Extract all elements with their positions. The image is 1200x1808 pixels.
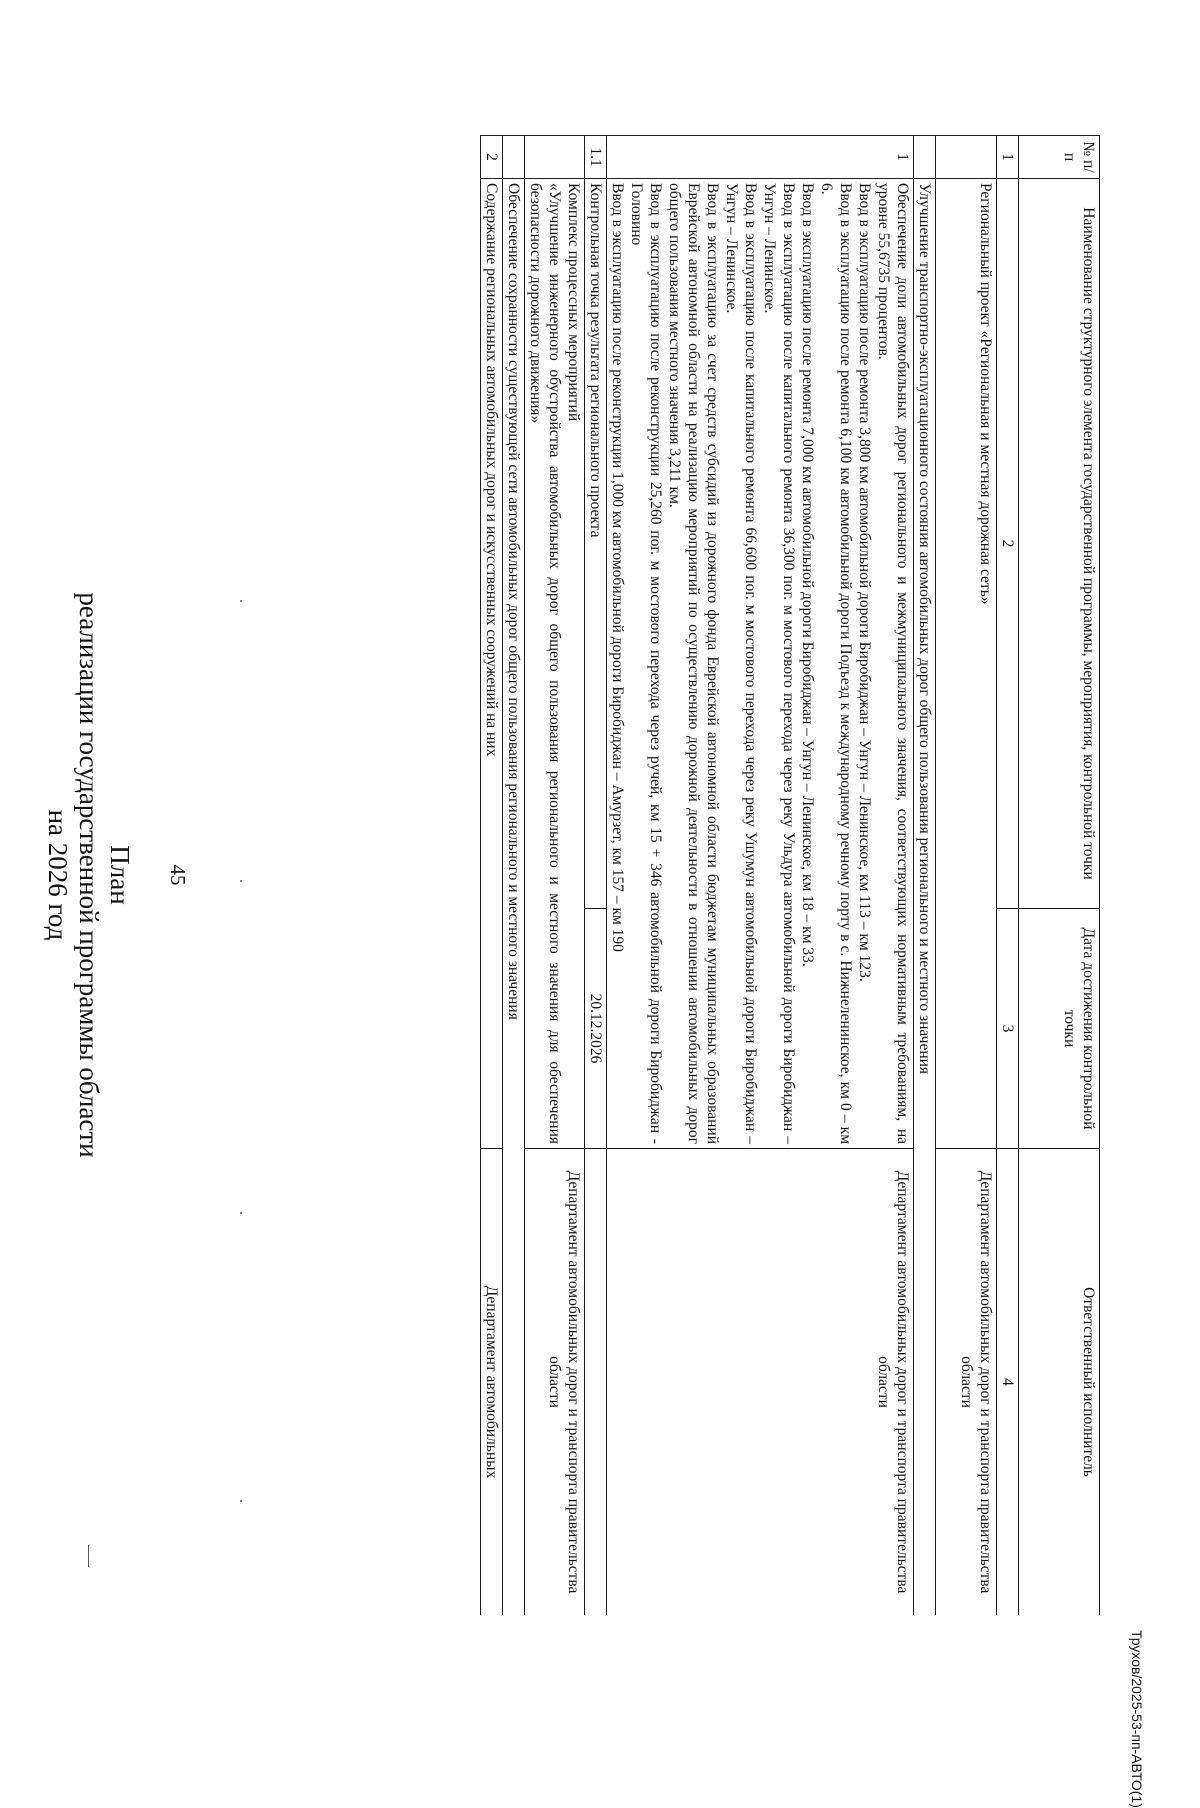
scan-speck (240, 1500, 242, 1502)
header-name: Наименование структурного элемента государственной программы, мероприятия, контрольной точки (1019, 179, 1100, 909)
row-2-name: Содержание региональных автомобильных дорог и искусственных сооружений на них (481, 179, 503, 1149)
project-executor: Департамент автомобильных дорог и транспорта правительства области (936, 1149, 997, 1616)
scan-speck (240, 1212, 242, 1214)
complex-executor: Департамент автомобильных дорог и транспорта правительства области (525, 1149, 585, 1616)
row-1-paragraph: Обеспечение доли автомобильных дорог регионального и межмуниципального значения, соответствующих нормативным требованиям, на уровне 55,6735 процентов. (875, 183, 911, 1144)
complex-title: Комплекс процессных мероприятий (565, 183, 582, 422)
row-1-paragraph: Ввод в эксплуатацию после реконструкции 1,000 км автомобильной дороги Биробиджан – Амурзет, км 157 – км 190 (609, 183, 626, 952)
task-1-text: Улучшение транспортно-эксплуатационного состояния автомобильных дорог общего пользования регионального и местного значения (914, 179, 936, 1616)
plan-table (480, 135, 1100, 1615)
row-1-paragraph: Ввод в эксплуатацию после капитального ремонта 66,600 пог. м мостового перехода через реку Ушумун автомобильной дороги Биробиджан – Унгун – Ленинское. (723, 183, 759, 1144)
row-1-paragraph: Ввод в эксплуатацию после капитального ремонта 36,300 пог. м мостового перехода через реку Ульдура автомобильной дороги Биробиджан – Унгун – Ленинское. (761, 183, 797, 1144)
table-row-1 (607, 136, 914, 1616)
row-1-1-name: Контрольная точка результата регионального проекта (585, 179, 607, 909)
complex-num (525, 136, 585, 179)
document-footer: Трухов/2025-53-пп-АВТО(1) (1129, 1630, 1145, 1808)
table-header-row (1019, 136, 1100, 1616)
heading-line-2: реализации государственной программы области (74, 592, 104, 1158)
row-1-description (607, 179, 914, 1149)
plan-table-wrapper (270, 135, 1100, 1615)
table-row-2 (481, 136, 503, 1616)
row-1-1-date: 20.12.2026 (585, 909, 607, 1149)
row-1-paragraph: Ввод в эксплуатацию после ремонта 6,100 км автомобильной дороги Подъезд к международному речному порту в с. Нижнеленинское, км 0 – км 6. (818, 183, 854, 1144)
table-row-1-1 (585, 136, 607, 1616)
table-row-complex (525, 136, 585, 1616)
task-2-num (503, 136, 525, 179)
task-1-num (914, 136, 936, 179)
row-2-num: 2 (481, 136, 503, 179)
table-row-task-2 (503, 136, 525, 1616)
table-row-task-1 (914, 136, 936, 1616)
row-1-paragraph: Ввод в эксплуатацию за счет средств субсидий из дорожного фонда Еврейской автономной области бюджетам муниципальных образований Еврейской автономной области на реализацию мероприятий по осуществлению дорожной деятельности в отношении автомобильных дорог общего пользования местного значения 3,211 км. (666, 183, 721, 1144)
complex-name (525, 179, 585, 1149)
column-number: 3 (997, 909, 1019, 1149)
project-name: Региональный проект «Региональная и местная дорожная сеть» (936, 179, 997, 1149)
scan-speck (240, 880, 242, 882)
scan-speck (240, 600, 242, 602)
row-1-executor: Департамент автомобильных дорог и транспорта правительства области (607, 1149, 914, 1616)
column-number: 1 (997, 136, 1019, 179)
project-num (936, 136, 997, 179)
rotated-landscape-page (43, 135, 1145, 1808)
column-number: 4 (997, 1149, 1019, 1616)
task-2-text: Обеспечение сохранности существующей сети автомобильных дорог общего пользования регионального и местного значения (503, 179, 525, 1616)
column-number: 2 (997, 179, 1019, 909)
table-row-project (936, 136, 997, 1616)
header-num: № п/п (1019, 136, 1100, 179)
page-heading (42, 135, 135, 1615)
heading-line-3: на 2026 год (43, 809, 73, 941)
header-executor: Ответственный исполнитель (1019, 1149, 1100, 1616)
row-1-paragraph: Ввод в эксплуатацию после реконструкции 25,260 пог. м мостового перехода через ручей, км 15 + 346 автомобильной дороги Биробиджан - Головино (628, 183, 664, 1144)
row-1-1-executor (585, 1149, 607, 1616)
header-date: Дата достижения контрольной точки (1019, 909, 1100, 1149)
row-1-paragraph: Ввод в эксплуатацию после ремонта 3,800 км автомобильной дороги Биробиджан – Унгун – Ленинское, км 113 – км 123. (856, 183, 873, 982)
column-number-row (997, 136, 1019, 1616)
row-1-paragraph: Ввод в эксплуатацию после ремонта 7,000 км автомобильной дороги Биробиджан – Унгун – Ленинское, км 18 – км 33. (799, 183, 816, 967)
row-1-num: 1 (607, 136, 914, 179)
row-1-1-num: 1.1 (585, 136, 607, 179)
complex-subtitle: «Улучшение инженерного обустройства автомобильных дорог общего пользования регионального и местного значения для обеспечения безопасности дорожного движения» (527, 183, 563, 1144)
heading-line-1: План (105, 845, 135, 905)
page-number: 45 (166, 864, 190, 886)
row-2-executor: Департамент автомобильных (481, 1149, 503, 1616)
